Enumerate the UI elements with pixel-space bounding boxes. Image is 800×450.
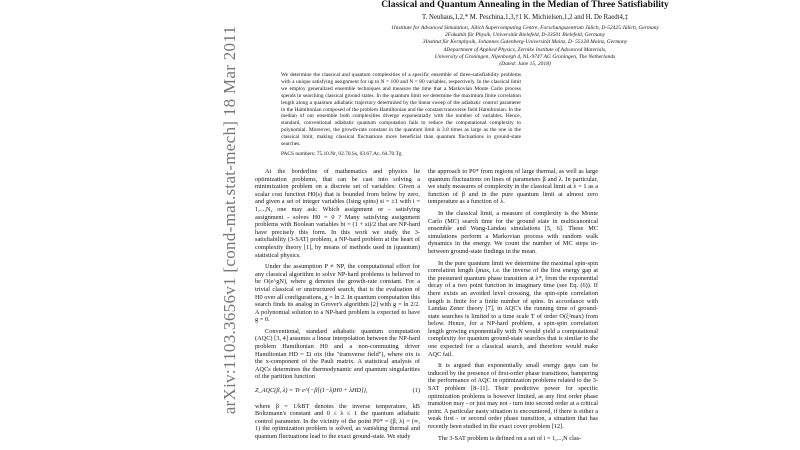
affiliation-1: 1Institute for Advanced Simulation, Jülich Supercomputing Centre, Forschungszentrum Jülich, D-52425 Jülich, Germany [391, 25, 659, 31]
left-column [255, 168, 420, 445]
paragraph-classical-limit: In the classical limit, a measure of complexity is the Monte Carlo (MC) search time for the ground state in multicanonical ensemble and Wang-Landau simulations [5, 6]. These MC simulations perform a Markovian process with random walk dynamics in the energy. We count the number of MC steps in-between ground-state findings in the mean. [428, 209, 598, 255]
abstract: We determine the classical and quantum complexities of a specific ensemble of three-satisfiability problems with a unique satisfying assignment for up to N = 100 and N = 80 variables, respectively. In the classical limit we employ generalized ensemble techniques and measure the time that a Markovian Monte Carlo process spends in searching classical ground states. In the quantum limit we determine the maximum finite correlation length along a quantum adiabatic trajectory determined by the linear sweep of the adiabatic control parameter in the Hamiltonian composed of the problem Hamiltonian and the constant transverse field Hamiltonian. In the median of our ensemble both complexities diverge exponentially with the number of variables. Hence, standard, conventional adiabatic quantum computation fails to reduce the computational complexity to polynomial. Moreover, the growth-rate constant in the quantum limit is 3.8 times as large as the one in the classical limit, making classical fluctuations more beneficial than quantum fluctuations in ground-state searches. [281, 72, 521, 148]
affiliation-4: 4Department of Applied Physics, Zernike Institute of Advanced Materials, [443, 46, 607, 53]
paragraph-intro: At the borderline of mathematics and physics lie optimization problems, that can be cast into solving a minimization problem on a discrete set of variables: Given a scalar cost function H0(s) that is bounded from below by zero, and given a set of integer variables (Ising spins) si = ±1 with i = 1,...,N, one may ask: Which assignment or - satisfying assignment - solves H0 = 0 ? Many satisfying assignment problems with Boolean variables bi = (1 + si)/2 that are NP-hard have precisely this form. In this work we study the 3-satisfiability (3-SAT) problem, a NP-hard problem at the heart of complexity theory [1], by means of methods used in (quantum) statistical physics. [255, 168, 420, 259]
affiliation-2: 2Fakultät für Physik, Universität Bielefeld, D-33501 Bielefeld, Germany [444, 32, 606, 39]
affiliations [250, 25, 800, 68]
equation-number: (1) [412, 387, 420, 395]
paragraph-3sat: The 3-SAT problem is defined on a set of i = 1,...,N clas- [438, 434, 582, 442]
affiliation-5: University of Groningen, Nijenborgh 4, NL-9747 AG Groningen, The Netherlands [434, 53, 616, 60]
paper-title: Classical and Quantum Annealing in the Median of Three Satisfiability [381, 0, 669, 10]
arxiv-identifier: arXiv:1103.3656v1 [cond-mat.stat-mech] 18 Mar 2011 [220, 25, 239, 415]
equation-body: Z_AQC(β, λ) = Tr e^{−β[(1−λ)H0 + λHD]}, [255, 387, 368, 395]
dated-line: (Dated: June 15, 2018) [499, 61, 551, 68]
paragraph-energy-gaps: It is argued that exponentially small energy gaps can be induced by the presence of first-order phase transitions, hampering the performance of AQC in optimization problems related to the 3-SAT problem [8–11]. Their predictive power for specific optimization problems is however limited, as any first order phase transition may - or just may not - turn into second order at a critical point. A particular nasty situation is encountered, if there is either a weak first - or second order phase transition, a situation that has recently been studied in the exact cover problem [12]. [428, 362, 598, 430]
affiliation-3: 3Institut für Kernphysik, Johannes Gutenberg-Universität Mainz, D- 55128 Mainz, Germany [422, 39, 628, 46]
paragraph-np-hard: Under the assumption P ≠ NP, the computational effort for any classical algorithm to solve NP-hard problems is believed to be O(e^gN), where g denotes the growth-rate constant. For a trivial classical or unstructured search, that is the evaluation of H0 over all configurations, g = ln 2. In quantum computation this search finds its analog in Grover's algorithm [2] with g = ln 2/2. A polynomial solution to a NP-hard problem is expected to have g = 0. [255, 263, 420, 324]
pacs-numbers: PACS numbers: 75.10.Nr, 02.70.Ss, 03.67.Ac, 64.70.Tg [281, 151, 402, 157]
paragraph-quantum-limit: In the pure quantum limit we determine the maximal spin-spin correlation length ξmax, i.e. the inverse of the first energy gap at the presumed quantum phase transition at λ*, from the exponential decay of a two point function in imaginary time (see Eq. (6)). If there exists an avoided level crossing, the spin-spin correlation length is finite for a finite number of spins. In accordance with Landau Zener theory [7], in AQC's the running time of ground-state searches is limited to a time scale T of order O(ξ²max) from below. Hence, for a NP-hard problem, a spin-spin correlation length growing exponentially with N would yield a computational complexity for quantum ground-state searches that is similar to the one expected for a classical search, and therefore would make AQC fail. [428, 259, 598, 358]
paragraph-aqc: Conventional, standard adiabatic quantum computation (AQC) [3, 4] assumes a linear interpolation between the NP-hard problem Hamiltonian H0 and a non-commuting driver Hamiltonian HD = Σi σix (the "transverse field"), where σix is the x-component of the Pauli matrix. A statistical analysis of AQCs determines the thermodynamic and quantum singularities of the partition function [255, 327, 420, 381]
paragraph-approach: the approach to P0* from regions of large thermal, as well as large quantum fluctuations on lines of parameters β and λ. In particular, we study measures of complexity in the classical limit at λ = 1 as a function of β and in the pure quantum limit at almost zero temperature as a function of λ. [428, 168, 598, 206]
equation-1 [255, 387, 420, 395]
paragraph-after-equation: where β = 1/kBT denotes the inverse temperature, kB Boltzmann's constant and 0 ≤ λ ≤ 1 the quantum adiabatic control parameter. In the vicinity of the point P0* = (β, λ) = (∞, 1) the optimization problem is solved, as vanishing thermal and quantum fluctuations lead to the exact ground-state. We study [255, 402, 420, 440]
right-column [428, 168, 598, 446]
arxiv-side-stamp [218, 25, 242, 415]
paper-authors: T. Neuhaus,1,2,* M. Peschina,1,3,†1 K. Michielsen,1,2 and H. De Raedt4,‡ [421, 14, 628, 21]
